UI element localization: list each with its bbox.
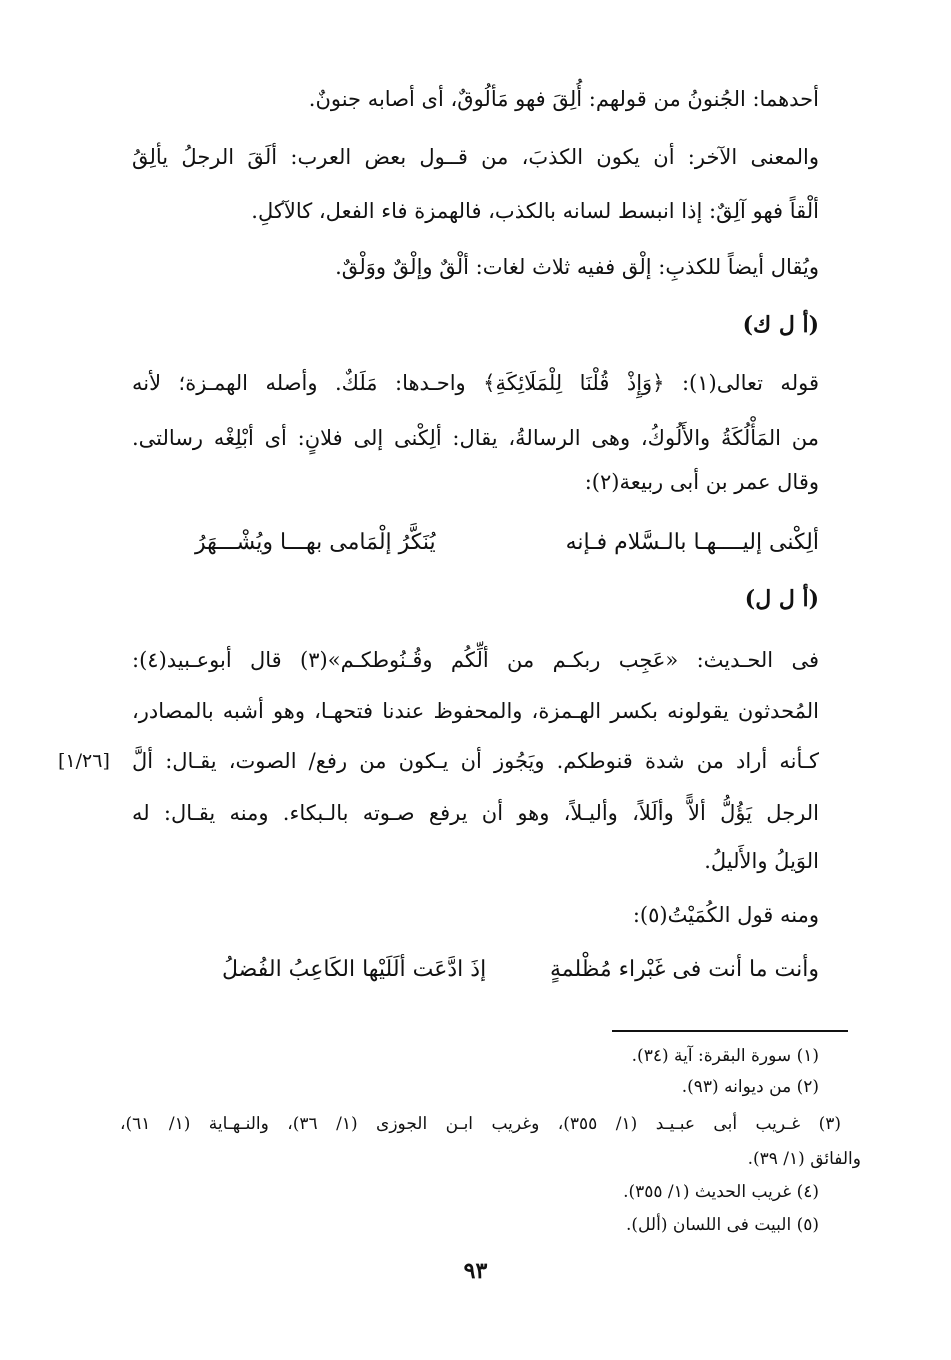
text-line: أحدهما: الجُنونُ من قولهم: أُلِقَ فهو مَألُوقٌ، أى أصابه جنونٌ. [308,87,819,111]
text-line: من المَأْلُكَةُ والأَلُوكُ، وهى الرسالةُ، يقال: ألِكْنى إلى فلانٍ: أى أبْلِغْه رسالتى. [132,426,819,450]
footnote: (٥) البيت فى اللسان (ألل). [626,1215,819,1235]
footnote: (٤) غريب الحديث (١/ ٣٥٥). [623,1182,819,1202]
text-line: فى الحـديث: «عَجِب ربكـم من ألِّكُم وقُـنُوطكـم»(٣) قال أبوعـبيد(٤): [132,648,820,672]
footnote: (١) سورة البقرة: آية (٣٤). [631,1046,819,1066]
footnote: (٢) من ديوانه (٩٣). [681,1077,819,1097]
text-line: قوله تعالى(١): ﴿وَإِذْ قُلْنَا لِلْمَلَائِكَةِ﴾ واحـدها: مَلَكٌ. وأصله الهمـزة؛ لأنه [132,371,819,395]
manuscript-page-ref: [١/٢٦] [58,750,110,772]
footnote: (٣) غـريب أبى عبـيـد (١/ ٣٥٥)، وغريب ابـن الجوزى (١/ ٣٦)، والنـهـاية (١/ ٦١)، [120,1114,842,1134]
section-heading: (أ ل ل) [744,586,819,612]
verse-hemistich-right: ألِكْنى إليــــهـا بالـسَّلام فـإنه [565,530,819,555]
page-number: ٩٣ [463,1258,488,1284]
verse-hemistich-right: وأنت ما أنت فى غَبْراء مُظْلمةٍ [550,957,819,982]
text-line: الوَيلُ والأَليلُ. [704,849,819,873]
verse-hemistich-left: إذَ ادَّعَت ألَلَيْها الكَاعِبُ الفُضلُ [222,957,487,982]
footnote-separator [612,1030,848,1032]
text-line: كـأنه أراد من شدة قنوطكم. ويَجُوز أن يـكون من رفع/ الصوت، يقـال: ألَّ [132,749,819,773]
footnote-continuation: والفائق (١/ ٣٩). [747,1149,861,1169]
text-line: ومنه قول الكُمَيْتُ(٥): [632,903,819,927]
text-line: الرجل يَؤُلُّ ألاًّ وألَلاً، وأليـلاً، وهو أن يرفع صـوته بالـبكاء. ومنه يقـال: له [132,801,819,825]
text-line: والمعنى الآخر: أن يكون الكذبَ، من قــول بعض العرب: ألَقَ الرجلُ يألِقُ [132,145,819,169]
text-line: ويُقال أيضاً للكذبِ: إلْق ففيه ثلاث لغات: ألْقٌ وإلْقٌ ووَلْقٌ. [335,255,819,279]
text-line: وقال عمر بن أبى ربيعة(٢): [584,470,819,494]
text-line: المُحدثون يقولونه بكسر الهـمزة، والمحفوظ عندنا فتحهـا، وهو أشبه بالمصادر، [132,699,819,723]
verse-hemistich-left: يُنَكَّرُ إلْمَامى بهـــا ويُشْـــهَرُ [195,530,436,555]
text-line: ألْقاً فهو آلِقٌ: إذا انبسط لسانه بالكذب، فالهمزة فاء الفعل، كالآكلِ. [251,199,819,223]
section-heading: (أ ل ك) [742,312,819,338]
